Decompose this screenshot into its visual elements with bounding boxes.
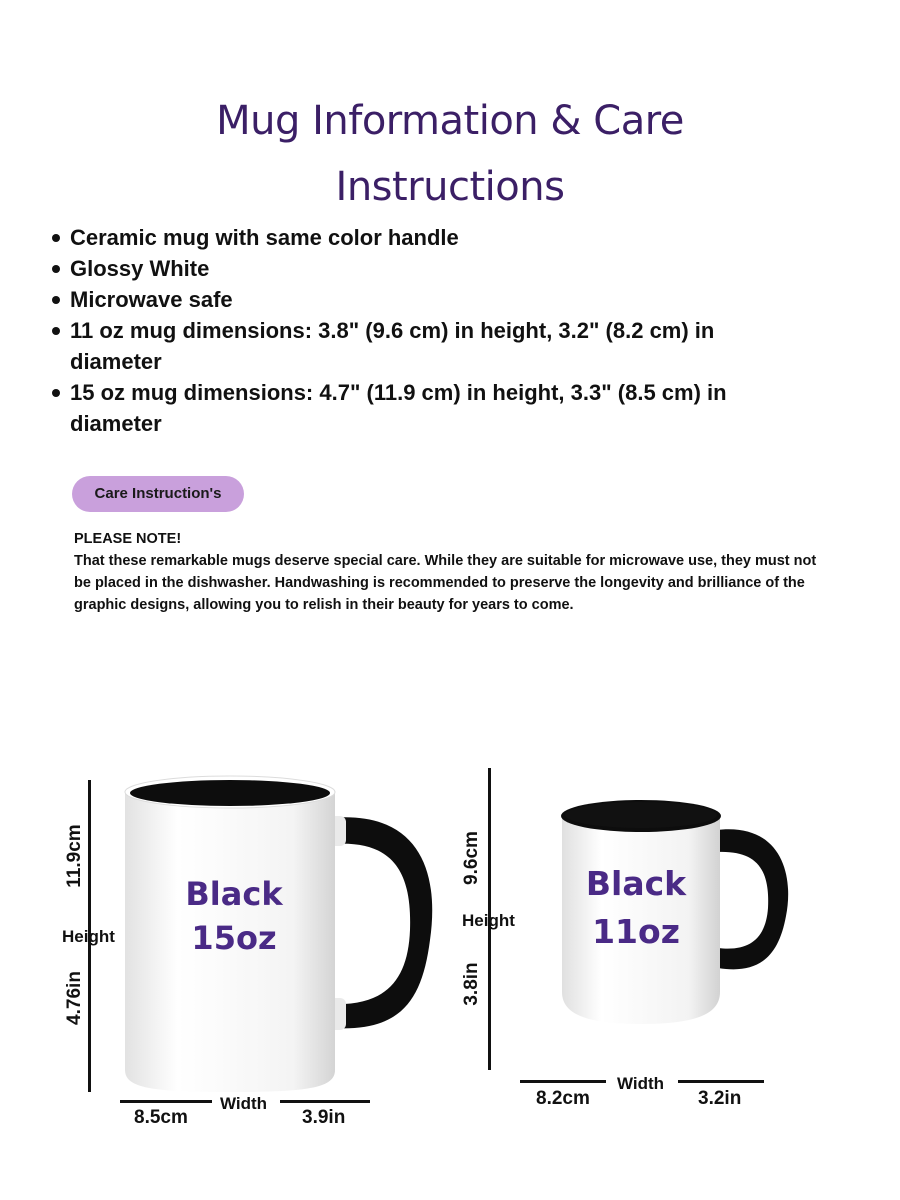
- list-item: [48, 253, 808, 284]
- mug-15oz-width-in: 3.9in: [302, 1107, 346, 1128]
- care-instructions-badge: Care Instruction's: [72, 476, 244, 512]
- features-list: [48, 222, 808, 439]
- note-body: That these remarkable mugs deserve special care. While they are suitable for microwave use, they must not be placed in the dishwasher. Handwashing is recommended to preserve the longevity and brilliance of the graphic designs, allowing you to relish in their beauty for years to come.: [74, 553, 817, 613]
- mug-15oz-width-line-right: [280, 1100, 370, 1103]
- mug-15oz-width-label: Width: [220, 1094, 268, 1113]
- bullet-icon: [52, 327, 60, 335]
- mug-11oz-width-line-left: [520, 1080, 606, 1083]
- note-heading: PLEASE NOTE!: [74, 531, 182, 547]
- feature-text: Ceramic mug with same color handle: [70, 225, 459, 250]
- bullet-icon: [52, 265, 60, 273]
- mug-15oz-label: [176, 872, 292, 960]
- mug-11oz-width-in: 3.2in: [698, 1088, 742, 1109]
- mug-15oz-height-label: Height: [62, 927, 115, 946]
- mug-15oz-size: 15oz: [191, 919, 277, 957]
- mug-11oz-height-cm: 9.6cm: [461, 831, 482, 885]
- mug-15oz-color: Black: [185, 875, 283, 913]
- mug-11oz-width-cm: 8.2cm: [536, 1088, 590, 1109]
- page-title: [0, 88, 900, 220]
- bullet-icon: [52, 234, 60, 242]
- list-item: [48, 222, 808, 253]
- mug-11oz-width-label: Width: [617, 1074, 665, 1093]
- mug-handle: [716, 829, 788, 969]
- mug-15oz-width-line-left: [120, 1100, 212, 1103]
- bullet-icon: [52, 296, 60, 304]
- bullet-icon: [52, 389, 60, 397]
- mug-15oz-height-cm: 11.9cm: [64, 824, 85, 888]
- list-item: [48, 284, 808, 315]
- list-item: [48, 315, 808, 377]
- mug-11oz-width-line-right: [678, 1080, 764, 1083]
- feature-text: 11 oz mug dimensions: 3.8" (9.6 cm) in height, 3.2" (8.2 cm) in diameter: [70, 318, 715, 374]
- mug-11oz-size: 11oz: [592, 912, 680, 951]
- mug-11oz-color: Black: [585, 864, 687, 903]
- mug-opening: [565, 802, 717, 828]
- feature-text: Microwave safe: [70, 287, 233, 312]
- page-title-line2: Instructions: [335, 164, 565, 210]
- care-note: [74, 528, 834, 616]
- page-title-line1: Mug Information & Care: [216, 98, 684, 144]
- feature-text: 15 oz mug dimensions: 4.7" (11.9 cm) in height, 3.3" (8.5 cm) in diameter: [70, 380, 727, 436]
- mug-11oz-height-in: 3.8in: [461, 962, 482, 1006]
- mug-15oz-height-in: 4.76in: [64, 971, 85, 1025]
- mug-11oz-label: [578, 860, 694, 956]
- list-item: [48, 377, 808, 439]
- mug-opening: [130, 780, 330, 806]
- mug-15oz-width-cm: 8.5cm: [134, 1107, 188, 1128]
- mug-11oz-height-label: Height: [462, 911, 515, 930]
- mug-handle: [330, 817, 432, 1028]
- feature-text: Glossy White: [70, 256, 210, 281]
